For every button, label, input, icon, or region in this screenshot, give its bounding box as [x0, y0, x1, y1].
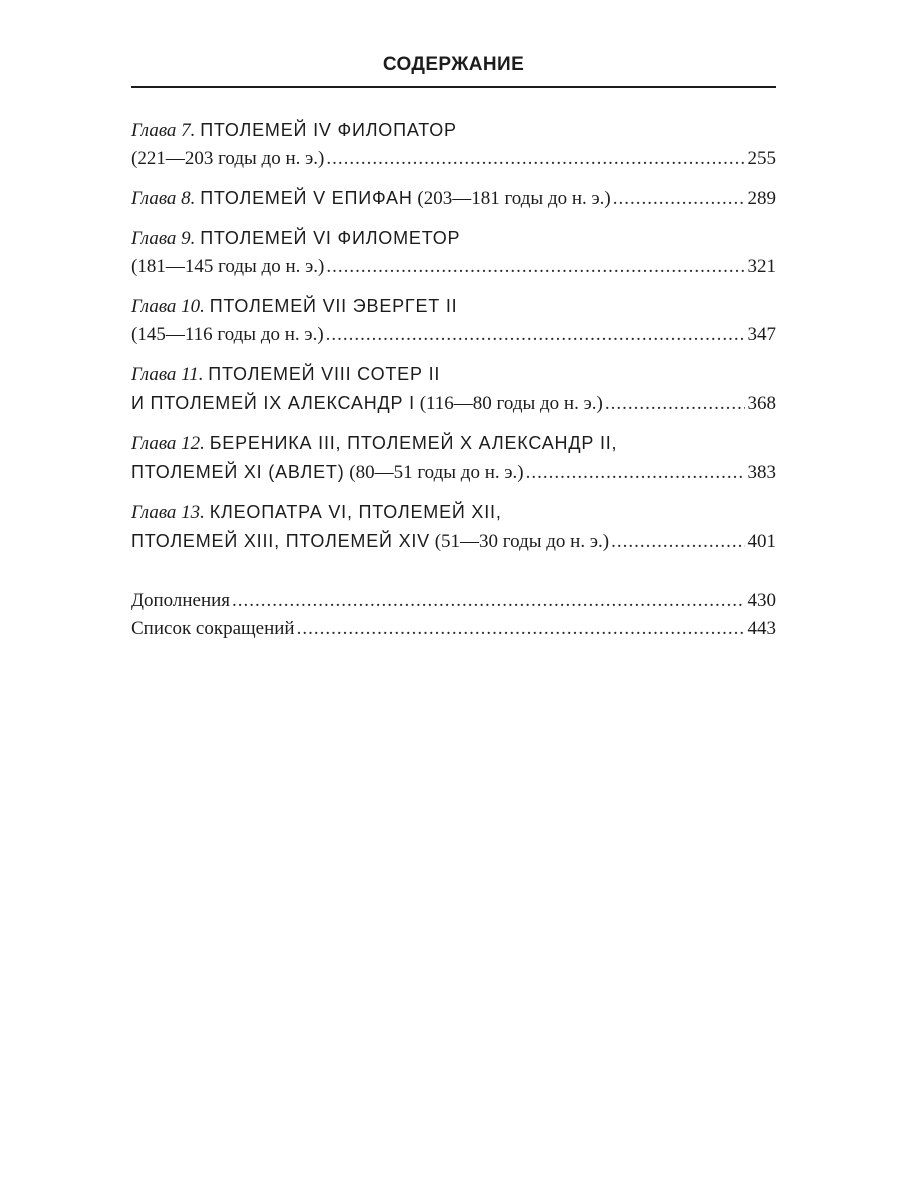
toc-entry-text: Дополнения — [131, 590, 231, 611]
chapter-date-range: (51—30 годы до н. э.) — [434, 531, 610, 552]
toc-entry-page-line — [131, 587, 776, 615]
toc-entry-heading-line — [131, 429, 776, 458]
chapter-title: ПТОЛЕМЕЙ VII ЭВЕРГЕТ II — [209, 296, 458, 316]
page-number: 443 — [747, 618, 776, 639]
toc-entry-page-line — [131, 184, 776, 213]
toc-entry-chapter-13[interactable] — [131, 498, 776, 556]
chapter-label: Глава 8. — [131, 188, 196, 209]
chapter-title-continued: ПТОЛЕМЕЙ XI (АВЛЕТ) — [131, 462, 345, 482]
dot-leader — [297, 615, 745, 643]
dot-leader — [326, 253, 744, 281]
chapter-label: Глава 9. — [131, 228, 196, 249]
chapter-title: КЛЕОПАТРА VI, ПТОЛЕМЕЙ XII, — [209, 502, 502, 522]
table-of-contents — [131, 116, 776, 643]
page-number: 347 — [747, 324, 776, 345]
chapter-label: Глава 11. — [131, 364, 204, 385]
section-spacer — [131, 567, 776, 587]
chapter-date-range: (203—181 годы до н. э.) — [417, 188, 611, 209]
page-number: 321 — [747, 256, 776, 277]
chapter-title-continued: ПТОЛЕМЕЙ XIII, ПТОЛЕМЕЙ XIV — [131, 531, 430, 551]
chapter-date-range: (80—51 годы до н. э.) — [349, 462, 524, 483]
toc-entry-page-line — [131, 145, 776, 173]
chapter-label: Глава 13. — [131, 502, 205, 523]
toc-entry-heading-line — [131, 360, 776, 389]
chapter-title: ПТОЛЕМЕЙ V ЕПИФАН — [200, 188, 413, 208]
toc-entry-chapter-11[interactable] — [131, 360, 776, 418]
dot-leader — [326, 145, 744, 173]
page-number: 368 — [747, 393, 776, 414]
chapter-label: Глава 7. — [131, 120, 196, 141]
toc-entry-chapter-8[interactable] — [131, 184, 776, 213]
toc-entry-page-line — [131, 253, 776, 281]
chapter-label: Глава 12. — [131, 433, 205, 454]
chapter-title: ПТОЛЕМЕЙ VIII СОТЕР II — [208, 364, 441, 384]
toc-entry-heading-line — [131, 116, 776, 145]
toc-entry-page-line — [131, 615, 776, 643]
chapter-date-range: (221—203 годы до н. э.) — [131, 148, 325, 169]
chapter-title: ПТОЛЕМЕЙ IV ФИЛОПАТОР — [200, 120, 457, 140]
dot-leader — [232, 587, 744, 615]
page-number: 255 — [747, 148, 776, 169]
toc-entry-text: Список сокращений — [131, 618, 295, 639]
toc-entry-text — [131, 527, 609, 556]
dot-leader — [611, 528, 744, 556]
toc-entry-page-line — [131, 458, 776, 487]
chapter-date-range: (116—80 годы до н. э.) — [419, 393, 603, 414]
chapter-label: Глава 10. — [131, 296, 205, 317]
toc-entry-supplements[interactable] — [131, 587, 776, 615]
toc-entry-heading-line — [131, 498, 776, 527]
page-number: 289 — [747, 188, 776, 209]
dot-leader — [526, 459, 745, 487]
dot-leader — [326, 321, 745, 349]
toc-entry-chapter-12[interactable] — [131, 429, 776, 487]
toc-entry-heading-line — [131, 224, 776, 253]
toc-entry-page-line — [131, 321, 776, 349]
toc-entry-chapter-10[interactable] — [131, 292, 776, 349]
page-number: 430 — [747, 590, 776, 611]
page-number: 383 — [747, 462, 776, 483]
toc-entry-page-line — [131, 389, 776, 418]
toc-entry-page-line — [131, 527, 776, 556]
chapter-title: БЕРЕНИКА III, ПТОЛЕМЕЙ X АЛЕКСАНДР II, — [209, 433, 618, 453]
chapter-date-range: (145—116 годы до н. э.) — [131, 324, 324, 345]
toc-entry-chapter-7[interactable] — [131, 116, 776, 173]
toc-entry-text — [131, 458, 524, 487]
dot-leader — [605, 390, 745, 418]
toc-entry-heading-line — [131, 292, 776, 321]
dot-leader — [613, 185, 745, 213]
toc-entry-abbreviations[interactable] — [131, 615, 776, 643]
toc-entry-chapter-9[interactable] — [131, 224, 776, 281]
chapter-title: ПТОЛЕМЕЙ VI ФИЛОМЕТОР — [200, 228, 461, 248]
page-number: 401 — [747, 531, 776, 552]
toc-entry-text — [131, 389, 603, 418]
toc-entry-text — [131, 184, 611, 213]
header-divider — [131, 86, 776, 88]
chapter-title-continued: И ПТОЛЕМЕЙ IX АЛЕКСАНДР I — [131, 393, 415, 413]
page-title: СОДЕРЖАНИЕ — [382, 54, 525, 75]
chapter-date-range: (181—145 годы до н. э.) — [131, 256, 325, 277]
